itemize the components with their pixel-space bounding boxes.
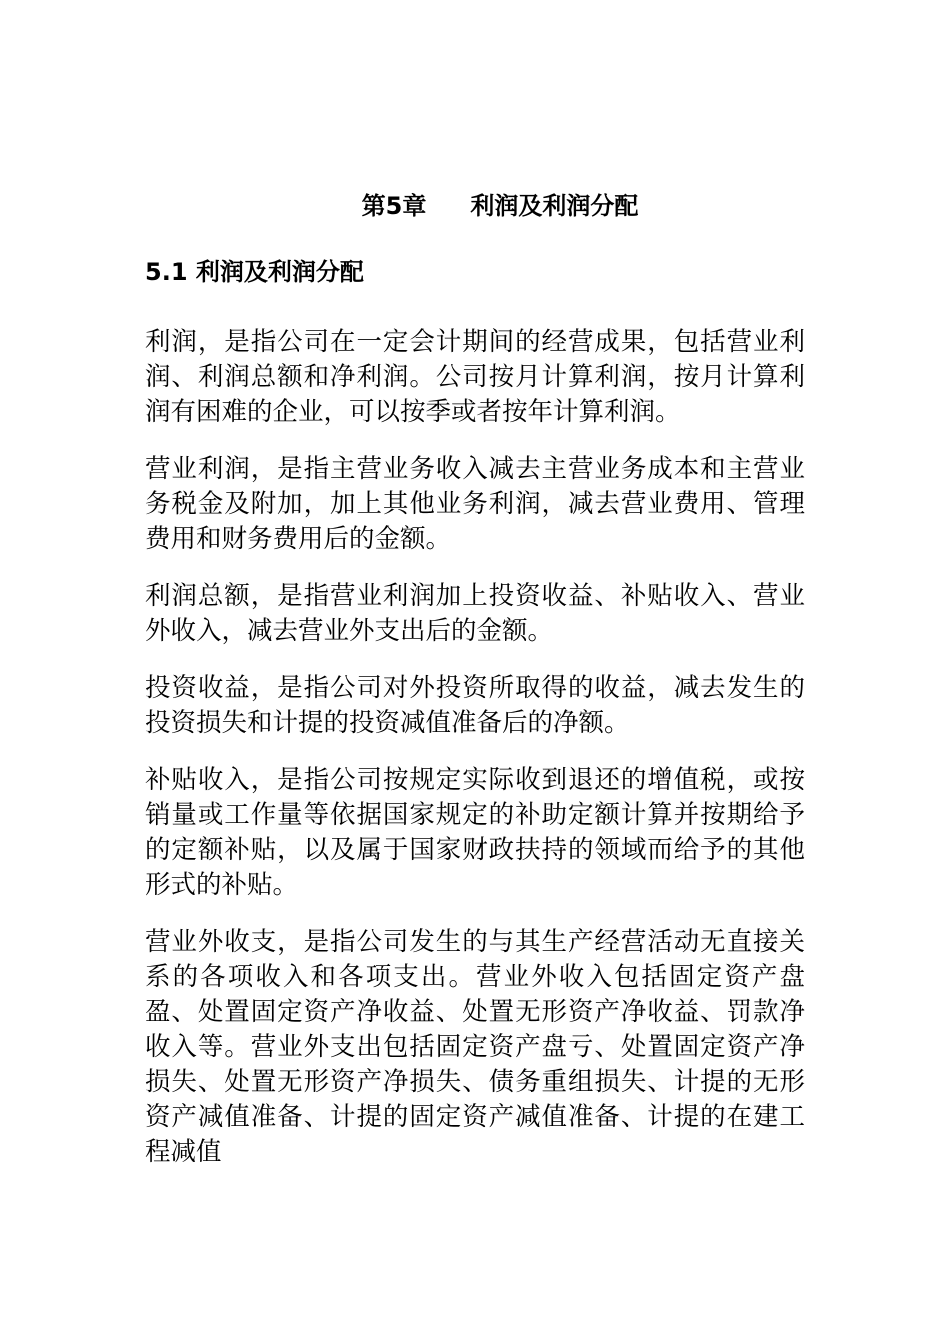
chapter-heading [0, 190, 950, 222]
paragraph-subsidy-income: 补贴收入，是指公司按规定实际收到退还的增值税，或按销量或工作量等依据国家规定的补助定额计算并按期给予的定额补贴，以及属于国家财政扶持的领域而给予的其他形式的补贴。 [145, 765, 805, 900]
chapter-title: 利润及利润分配 [470, 192, 639, 220]
body-text [145, 325, 805, 1192]
chapter-number: 第5章 [361, 192, 427, 220]
section-heading: 5.1 利润及利润分配 [145, 258, 364, 286]
paragraph-non-operating: 营业外收支，是指公司发生的与其生产经营活动无直接关系的各项收入和各项支出。营业外收入包括固定资产盘盈、处置固定资产净收益、处置无形资产净收益、罚款净收入等。营业外支出包括固定资产盘亏、处置固定资产净损失、处置无形资产净损失、债务重组损失、计提的无形资产减值准备、计提的固定资产减值准备、计提的在建工程减值 [145, 927, 805, 1167]
paragraph-investment-income: 投资收益，是指公司对外投资所取得的收益，减去发生的投资损失和计提的投资减值准备后的净额。 [145, 673, 805, 738]
paragraph-operating-profit: 营业利润，是指主营业务收入减去主营业务成本和主营业务税金及附加，加上其他业务利润，减去营业费用、管理费用和财务费用后的金额。 [145, 454, 805, 554]
paragraph-total-profit: 利润总额，是指营业利润加上投资收益、补贴收入、营业外收入，减去营业外支出后的金额。 [145, 581, 805, 646]
paragraph-profit: 利润，是指公司在一定会计期间的经营成果，包括营业利润、利润总额和净利润。公司按月计算利润，按月计算利润有困难的企业，可以按季或者按年计算利润。 [145, 327, 805, 427]
